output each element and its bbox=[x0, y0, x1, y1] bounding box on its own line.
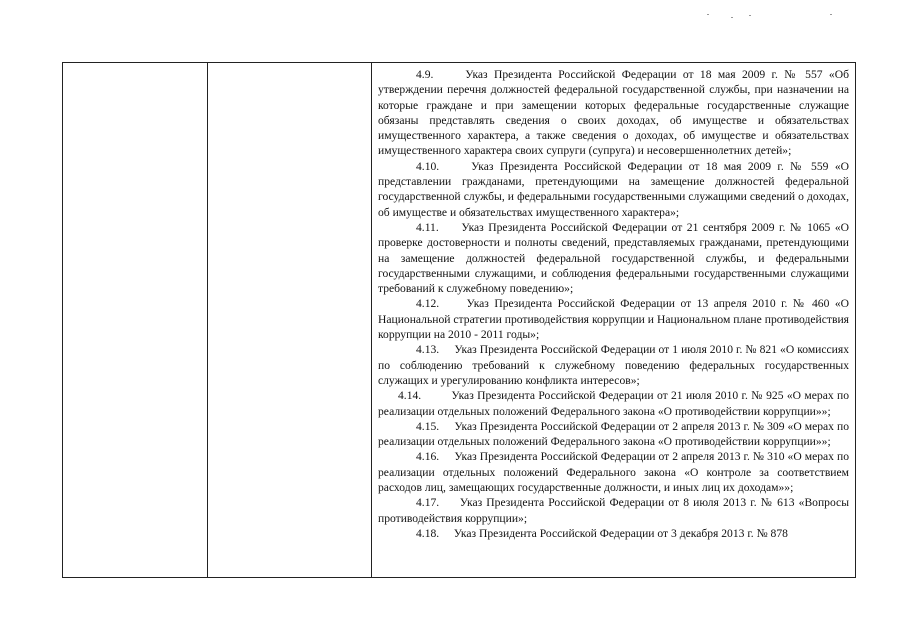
item-number: 4.17. bbox=[416, 496, 440, 510]
scan-speck bbox=[731, 17, 733, 18]
item-number: 4.18. bbox=[416, 526, 440, 540]
item-number: 4.9. bbox=[416, 68, 434, 81]
item-number: 4.12. bbox=[416, 297, 440, 311]
table-column-3 bbox=[372, 63, 855, 577]
item-text: Указ Президента Российской Федерации от 13 апреля 2010 г. № 460 «О Национальной стратегии противодействия коррупции и Национальном плане противодействия коррупции на 2010 - 2011 годы»; bbox=[378, 297, 849, 342]
table-column-2 bbox=[208, 63, 372, 577]
scan-speck bbox=[749, 15, 751, 16]
document-table bbox=[62, 62, 856, 578]
item-text: Указ Президента Российской Федерации от 18 мая 2009 г. № 559 «О представлении гражданами, претендующими на замещение должностей федеральной государственной службы, и федеральными государственными служащими сведений о доходах, об имуществе и обязательствах имущественного характера»; bbox=[378, 159, 849, 219]
item-text: Указ Президента Российской Федерации от 21 сентября 2009 г. № 1065 «О проверке достоверности и полноты сведений, представляемых гражданами, претендующими на замещение должностей федеральной государственной службы, и федеральными государственными служащими, и соблюдения федеральными государственными служащими требований к служебному поведению»; bbox=[378, 220, 849, 296]
item-number: 4.15. bbox=[416, 419, 440, 433]
item-text: Указ Президента Российской Федерации от 8 июля 2013 г. № 613 «Вопросы противодействия коррупции»; bbox=[378, 496, 849, 525]
list-item bbox=[378, 159, 849, 220]
list-item bbox=[378, 296, 849, 342]
list-item bbox=[378, 526, 849, 541]
item-text: Указ Президента Российской Федерации от 21 июля 2010 г. № 925 «О мерах по реализации отдельных положений Федерального закона «О противодействии коррупции»»; bbox=[378, 389, 849, 418]
item-text: Указ Президента Российской Федерации от 3 декабря 2013 г. № 878 bbox=[453, 526, 788, 540]
item-number: 4.11. bbox=[416, 220, 439, 234]
item-text: Указ Президента Российской Федерации от 18 мая 2009 г. № 557 «Об утверждении перечня должностей федеральной государственной службы, при назначении на которые граждане и при замещении которых федеральные государственные служащие обязаны представлять сведения о своих доходах, об имуществе и обязательствах имущественного характера, а также сведения о доходах, об имуществе и обязательствах имущественного характера своих супруги (супруга) и несовершеннолетних детей»; bbox=[378, 68, 849, 158]
list-item bbox=[378, 220, 849, 296]
list-item bbox=[378, 419, 849, 450]
item-number: 4.13. bbox=[416, 343, 440, 357]
item-number: 4.10. bbox=[416, 159, 440, 173]
scan-speck bbox=[707, 14, 709, 15]
item-number: 4.16. bbox=[416, 450, 440, 464]
item-text: Указ Президента Российской Федерации от 1 июля 2010 г. № 821 «О комиссиях по соблюдению требований к служебному поведению федеральных государственных служащих и урегулированию конфликта интересов»; bbox=[378, 343, 850, 387]
list-item bbox=[378, 388, 849, 419]
item-text: Указ Президента Российской Федерации от 2 апреля 2013 г. № 309 «О мерах по реализации отдельных положений Федерального закона «О противодействии коррупции»»; bbox=[378, 419, 849, 449]
list-item bbox=[378, 449, 849, 495]
item-number: 4.14. bbox=[398, 389, 422, 403]
list-item bbox=[378, 67, 849, 159]
list-item bbox=[378, 495, 849, 526]
list-item bbox=[378, 342, 849, 388]
item-text: Указ Президента Российской Федерации от 2 апреля 2013 г. № 310 «О мерах по реализации отдельных положений Федерального закона «О контроле за соответствием расходов лиц, замещающих государственные должности, и иных лиц их доходам»»; bbox=[378, 450, 849, 495]
table-column-1 bbox=[63, 63, 208, 577]
scan-speck bbox=[830, 14, 832, 15]
